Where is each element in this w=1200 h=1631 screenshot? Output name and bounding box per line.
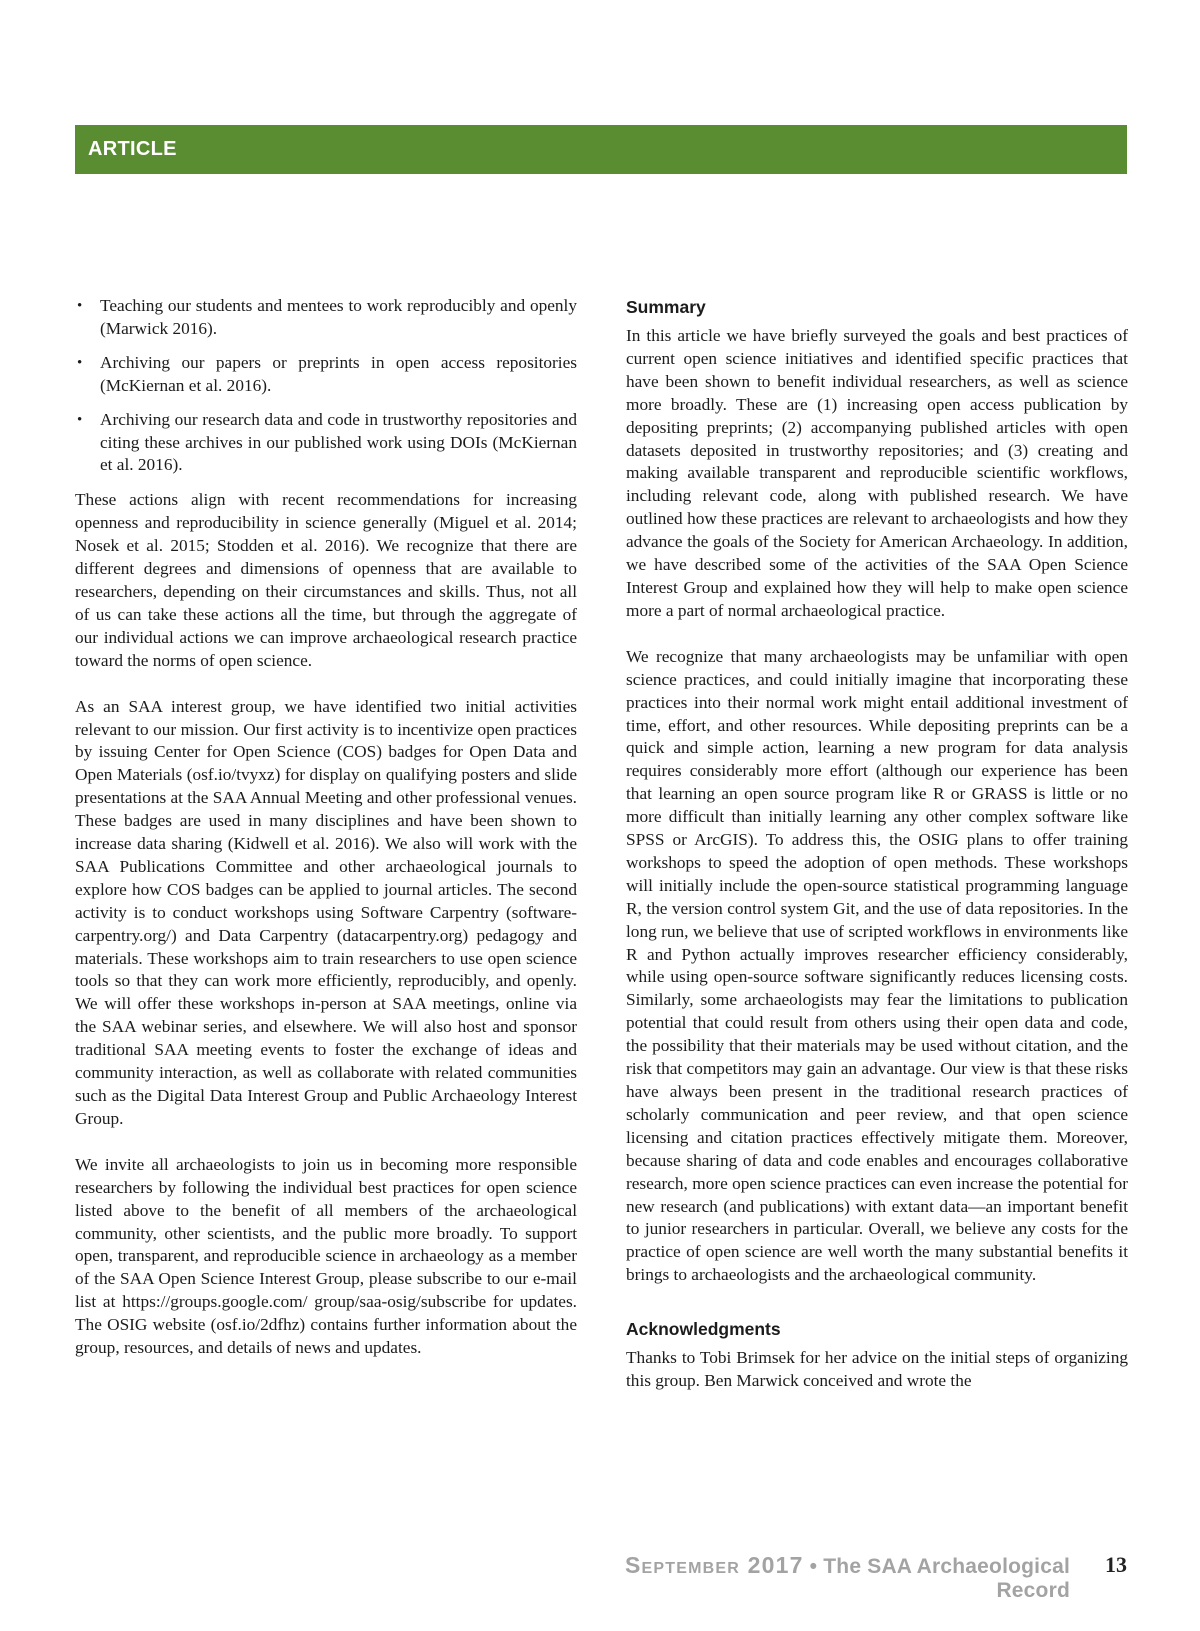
summary-paragraph: We recognize that many archaeologists may be unfamiliar with open science practices, and could initially imagine that incorporating these practices into their normal work might entail additional investment of time, effort, and other resources. While depositing preprints can be a quick and simple action, learning a new program for data analysis requires considerably more effort (although our experience has been that learning an open source program like R or GRASS is little or no more difficult than initially learning any other complex software like SPSS or ArcGIS). To address this, the OSIG plans to offer training workshops to speed the adoption of open methods. These workshops will initially include the open-source statistical programming language R, the version control system Git, and the use of data repositories. In the long run, we believe that use of scripted workflows in environments like R and Python actually improves researcher efficiency considerably, while using open-source software significantly reduces licensing costs. Similarly, some archaeologists may fear the limitations to publication potential that could result from others using their open data and code, the possibility that their materials may be used without citation, and the risk that competitors may gain an advantage. Our view is that these risks have always been present in the traditional research practices of scholarly communication and peer review, and that open science licensing and citation practices effectively mitigate them. Moreover, because sharing of data and code enables and encourages collaborative research, more open science practices can even increase the potential for new research (and publications) with extant data—an important benefit to junior researchers in particular. Overall, we believe any costs for the practice of open science are well worth the many substantial benefits it brings to archaeologists and the archaeological community. [626,646,1128,1285]
page-number: 13 [1105,1552,1127,1577]
body-paragraph: These actions align with recent recommendations for increasing openness and reproducibility in science generally (Miguel et al. 2014; Nosek et al. 2015; Stodden et al. 2016). We recognize that there are different degrees and dimensions of openness that are available to researchers, depending on their circumstances and skills. Thus, not all of us can take these actions all the time, but through the aggregate of our individual actions we can improve archaeological research practice toward the norms of open science. [75,490,577,670]
body-paragraph: As an SAA interest group, we have identified two initial activities relevant to our mission. Our first activity is to incentivize open practices by issuing Center for Open Science (COS) badges for Open Data and Open Materials (osf.io/tvyxz) for display on qualifying posters and slide presentations at the SAA Annual Meeting and other professional venues. These badges are used in many disciplines and have been shown to increase data sharing (Kidwell et al. 2016). We also will work with the SAA Publications Committee and other archaeological journals to explore how COS badges can be applied to journal articles. The second activity is to conduct workshops using Software Carpentry (software-carpentry.org/) and Data Carpentry (datacarpentry.org) pedagogy and materials. These workshops aim to train researchers to use open science tools so that they can work more efficiently, reproducibly, and openly. We will offer these workshops in-person at SAA meetings, online via the SAA webinar series, and elsewhere. We will also host and sponsor traditional SAA meeting events to foster the exchange of ideas and community interaction, as well as collaborate with related communities such as the Digital Data Interest Group and Public Archaeology Interest Group. [75,696,578,1128]
summary-paragraph: In this article we have briefly surveyed the goals and best practices of current open science initiatives and identified specific practices that have been shown to benefit individual researchers, as well as science more broadly. These are (1) increasing open access publication by depositing preprints; (2) accompanying published articles with open datasets deposited in trustworthy repositories; and (3) creating and making available transparent and reproducible scientific workflows, including relevant code, along with published research. We have outlined how these practices are relevant to archaeologists and how they advance the goals of the Society for American Archaeology. In addition, we have described some of the activities of the SAA Open Science Interest Group and explained how they will help to make open science more a part of normal archaeological practice. [626,326,1128,620]
left-column [75,295,577,1383]
body-paragraph: We invite all archaeologists to join us in becoming more responsible researchers by following the individual best practices for open science listed above to the benefit of all members of the archaeological community, other scientists, and the public more broadly. To support open, transparent, and reproducible science in archaeology as a member of the SAA Open Science Interest Group, please subscribe to our e-mail list at https://groups.google.com/ group/saa-osig/subscribe for updates. The OSIG website (osf.io/2dfhz) contains further information about the group, resources, and details of news and updates. [75,1154,577,1358]
bullet-list [75,295,577,477]
summary-heading: Summary [626,297,706,317]
right-column [626,296,1128,1393]
footer-publication: The SAA Archaeological Record [823,1555,1070,1602]
acknowledgments-text: Thanks to Tobi Brimsek for her advice on the initial steps of organizing this group. Ben Marwick conceived and wrote the [626,1348,1128,1391]
article-banner-label: ARTICLE [88,138,177,160]
bullet-item: • Archiving our research data and code in trustworthy repositories and citing these archives in our published work using DOIs (McKiernan et al. 2016). [75,409,577,478]
footer-issue-date: September 2017 [625,1552,804,1578]
bullet-item: • Archiving our papers or preprints in open access repositories (McKiernan et al. 2016). [75,352,577,398]
acknowledgments-heading: Acknowledgments [626,1319,781,1340]
running-footer [600,1552,1070,1603]
article-banner [75,125,1127,174]
footer-separator: • [809,1555,818,1578]
bullet-item: • Teaching our students and mentees to work reproducibly and openly (Marwick 2016). [75,295,577,341]
